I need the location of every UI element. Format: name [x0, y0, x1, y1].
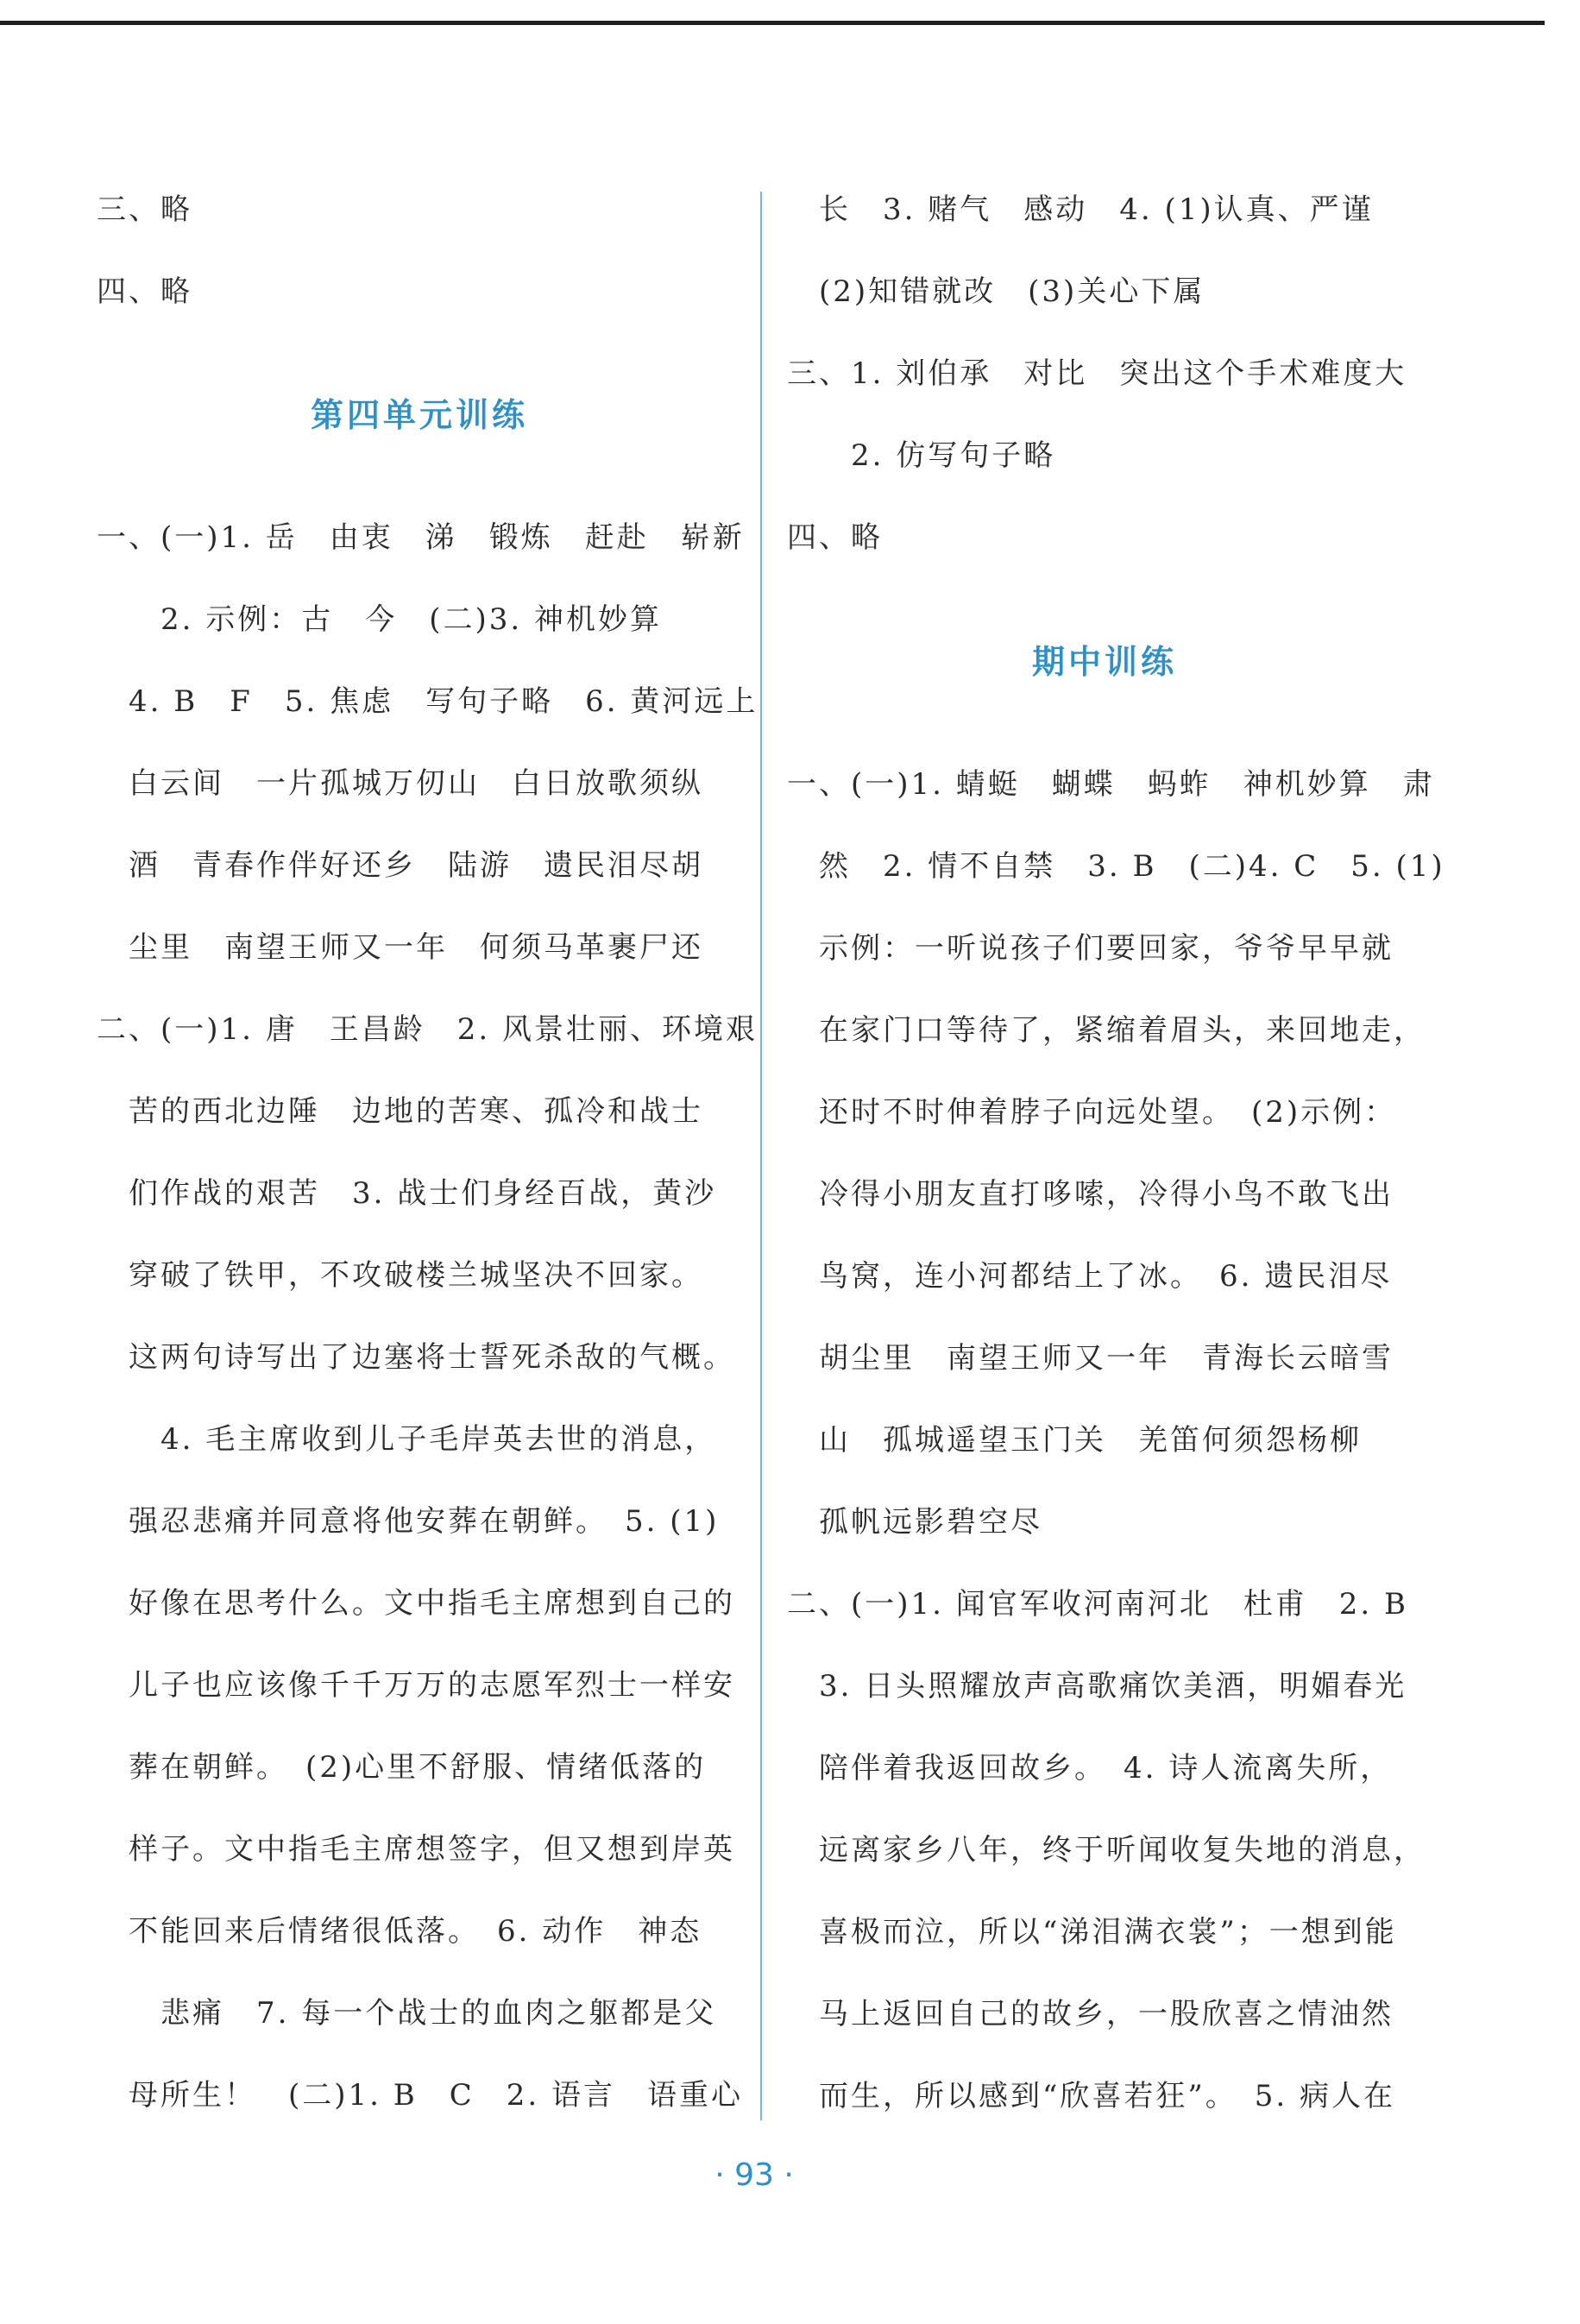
left-line: 悲痛 7. 每一个战士的血肉之躯都是父 — [97, 1996, 717, 2031]
right-line: 还时不时伸着脖子向远处望。 (2)示例： — [787, 1095, 1397, 1130]
left-line: 样子。文中指毛主席想签字，但又想到岸英 — [97, 1832, 735, 1867]
left-line: 4. B F 5. 焦虑 写句子略 6. 黄河远上 — [97, 684, 759, 719]
right-line: 孤帆远影碧空尽 — [787, 1505, 1042, 1540]
left-line: 2. 示例：古 今 (二)3. 神机妙算 — [97, 602, 663, 637]
left-line: 儿子也应该像千千万万的志愿军烈士一样安 — [97, 1668, 735, 1703]
left-line: 四、略 — [97, 274, 192, 309]
left-line: 三、略 — [97, 192, 192, 227]
left-line: 苦的西北边陲 边地的苦寒、孤冷和战士 — [97, 1094, 703, 1129]
right-line: 胡尘里 南望王师又一年 青海长云暗雪 — [787, 1341, 1394, 1376]
left-line: 不能回来后情绪很低落。 6. 动作 神态 — [97, 1914, 702, 1949]
right-line: 示例：一听说孩子们要回家，爷爷早早就 — [787, 931, 1394, 966]
right-line: 然 2. 情不自禁 3. B (二)4. C 5. (1) — [787, 849, 1445, 884]
section-heading-midterm: 期中训练 — [1032, 643, 1178, 681]
right-line: 鸟窝，连小河都结上了冰。 6. 遗民泪尽 — [787, 1259, 1393, 1294]
left-line: 一、(一)1. 岳 由衷 涕 锻炼 赶赴 崭新 — [97, 520, 745, 555]
right-line: 在家门口等待了，紧缩着眉头，来回地走， — [787, 1013, 1426, 1048]
right-line: 远离家乡八年，终于听闻收复失地的消息， — [787, 1833, 1426, 1867]
left-line: 酒 青春作伴好还乡 陆游 遗民泪尽胡 — [97, 848, 703, 883]
right-line: 三、1. 刘伯承 对比 突出这个手术难度大 — [787, 356, 1407, 391]
right-line: 长 3. 赌气 感动 4. (1)认真、严谨 — [787, 192, 1374, 227]
column-divider — [760, 192, 762, 2120]
left-line: 葬在朝鲜。 (2)心里不舒服、情绪低落的 — [97, 1750, 707, 1785]
right-line: 3. 日头照耀放声高歌痛饮美酒，明媚春光 — [787, 1669, 1407, 1704]
right-line: 马上返回自己的故乡，一股欣喜之情油然 — [787, 1997, 1394, 2031]
left-line: 好像在思考什么。文中指毛主席想到自己的 — [97, 1586, 735, 1621]
section-heading-unit4: 第四单元训练 — [311, 396, 529, 434]
right-line: 而生，所以感到“欣喜若狂”。 5. 病人在 — [787, 2079, 1396, 2113]
left-line: 白云间 一片孤城万仞山 白日放歌须纵 — [97, 766, 703, 801]
left-line: 这两句诗写出了边塞将士誓死杀敌的气概。 — [97, 1340, 735, 1375]
right-line: 四、略 — [787, 520, 883, 555]
left-line: 们作战的艰苦 3. 战士们身经百战，黄沙 — [97, 1176, 717, 1211]
right-line: 冷得小朋友直打哆嗦，冷得小鸟不敢飞出 — [787, 1177, 1394, 1212]
right-line: (2)知错就改 (3)关心下属 — [787, 274, 1205, 309]
left-line: 尘里 南望王师又一年 何须马革裹尸还 — [97, 930, 703, 965]
left-line: 穿破了铁甲，不攻破楼兰城坚决不回家。 — [97, 1258, 703, 1293]
page-number: · 93 · — [714, 2157, 794, 2193]
right-line: 二、(一)1. 闻官军收河南河北 杜甫 2. B — [787, 1587, 1409, 1622]
right-line: 喜极而泣，所以“涕泪满衣裳”；一想到能 — [787, 1915, 1397, 1949]
top-rule — [0, 21, 1545, 25]
left-line: 母所生！ (二)1. B C 2. 语言 语重心 — [97, 2078, 744, 2113]
left-line: 二、(一)1. 唐 王昌龄 2. 风景壮丽、环境艰 — [97, 1012, 759, 1047]
left-line: 强忍悲痛并同意将他安葬在朝鲜。 5. (1) — [97, 1504, 720, 1539]
right-line: 一、(一)1. 蜻蜓 蝴蝶 蚂蚱 神机妙算 肃 — [787, 767, 1435, 802]
right-line: 山 孤城遥望玉门关 羌笛何须怨杨柳 — [787, 1423, 1362, 1458]
right-line: 2. 仿写句子略 — [787, 438, 1056, 473]
right-line: 陪伴着我返回故乡。 4. 诗人流离失所， — [787, 1751, 1393, 1786]
left-line: 4. 毛主席收到儿子毛岸英去世的消息， — [97, 1422, 717, 1457]
